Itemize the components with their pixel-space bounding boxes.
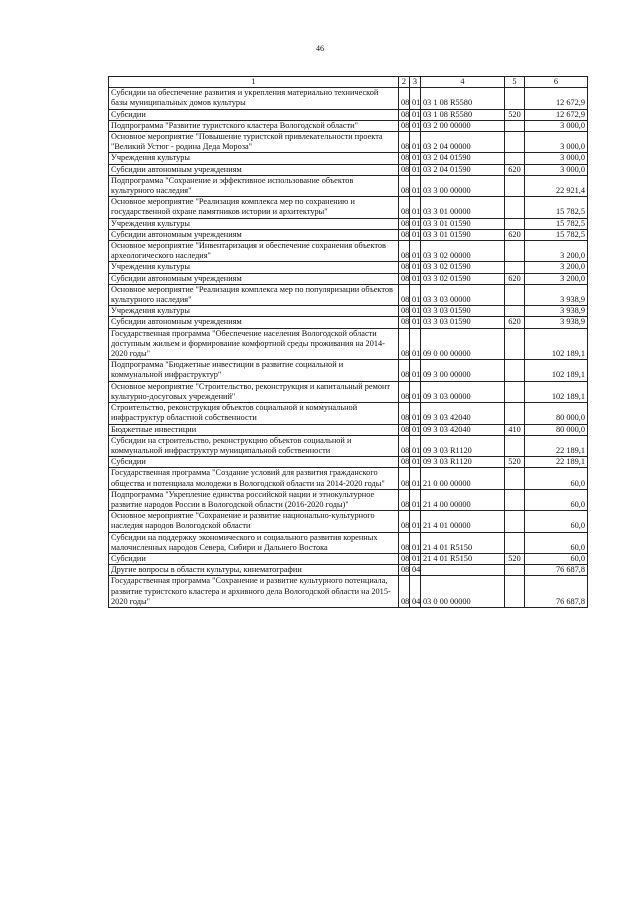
row-name-cell: Субсидии на обеспечение развития и укрепления материально технической базы муниципальных домов культуры xyxy=(109,88,399,109)
row-name-cell: Учреждения культуры xyxy=(109,306,399,317)
subsection-code-cell: 01 xyxy=(410,403,421,424)
section-code-cell: 08 xyxy=(399,306,410,317)
row-name-cell: Подпрограмма "Бюджетные инвестиции в развитие социальной и коммунальной инфраструктур" xyxy=(109,360,399,381)
row-name-cell: Основное мероприятие "Сохранение и развитие национально-культурного наследия народов Вологодской области xyxy=(109,511,399,532)
target-article-cell: 21 0 00 00000 xyxy=(421,468,505,489)
section-code-cell: 08 xyxy=(399,565,410,576)
amount-cell: 60,0 xyxy=(525,511,588,532)
expense-type-cell: 620 xyxy=(505,229,525,240)
table-row xyxy=(109,132,588,153)
table-row xyxy=(109,532,588,553)
row-name-cell: Субсидии на поддержку экономического и социального развития коренных малочисленных народов Севера, Сибири и Дальнего Востока xyxy=(109,532,399,553)
amount-cell: 60,0 xyxy=(525,532,588,553)
table-row xyxy=(109,153,588,164)
subsection-code-cell: 01 xyxy=(410,435,421,456)
section-code-cell: 08 xyxy=(399,532,410,553)
amount-cell: 102 189,1 xyxy=(525,381,588,402)
subsection-code-cell: 01 xyxy=(410,241,421,262)
subsection-code-cell: 01 xyxy=(410,175,421,196)
expense-type-cell xyxy=(505,262,525,273)
amount-cell: 3 938,9 xyxy=(525,306,588,317)
target-article-cell: 03 3 01 01590 xyxy=(421,218,505,229)
table-row xyxy=(109,317,588,328)
amount-cell: 102 189,1 xyxy=(525,360,588,381)
section-code-cell: 08 xyxy=(399,273,410,284)
row-name-cell: Субсидии автономным учреждениям xyxy=(109,317,399,328)
section-code-cell: 08 xyxy=(399,576,410,608)
amount-cell: 3 200,0 xyxy=(525,273,588,284)
row-name-cell: Основное мероприятие "Реализация комплекса мер по популяризации объектов культурного наследия" xyxy=(109,284,399,305)
target-article-cell: 03 3 02 01590 xyxy=(421,273,505,284)
expense-type-cell xyxy=(505,360,525,381)
subsection-code-cell: 01 xyxy=(410,489,421,510)
amount-cell: 3 000,0 xyxy=(525,164,588,175)
table-row xyxy=(109,120,588,131)
table-row xyxy=(109,489,588,510)
amount-cell: 15 782,5 xyxy=(525,218,588,229)
target-article-cell: 03 2 04 01590 xyxy=(421,153,505,164)
amount-cell: 12 672,9 xyxy=(525,109,588,120)
amount-cell: 3 000,0 xyxy=(525,153,588,164)
expense-type-cell xyxy=(505,120,525,131)
amount-cell: 3 938,9 xyxy=(525,284,588,305)
table-row xyxy=(109,424,588,435)
section-code-cell: 08 xyxy=(399,120,410,131)
target-article-cell: 21 4 01 R5150 xyxy=(421,553,505,564)
section-code-cell: 08 xyxy=(399,88,410,109)
section-code-cell: 08 xyxy=(399,424,410,435)
table-row xyxy=(109,175,588,196)
amount-cell: 76 687,8 xyxy=(525,576,588,608)
target-article-cell: 09 3 03 00000 xyxy=(421,381,505,402)
column-header-3: 3 xyxy=(410,77,421,88)
expense-type-cell xyxy=(505,328,525,360)
subsection-code-cell: 01 xyxy=(410,229,421,240)
row-name-cell: Субсидии xyxy=(109,457,399,468)
target-article-cell: 09 0 00 00000 xyxy=(421,328,505,360)
expense-type-cell xyxy=(505,565,525,576)
table-row xyxy=(109,164,588,175)
expense-type-cell xyxy=(505,88,525,109)
amount-cell: 102 189,1 xyxy=(525,328,588,360)
target-article-cell: 03 3 03 01590 xyxy=(421,317,505,328)
expense-type-cell xyxy=(505,197,525,218)
expense-type-cell xyxy=(505,284,525,305)
amount-cell: 76 687,8 xyxy=(525,565,588,576)
target-article-cell: 09 3 03 42040 xyxy=(421,403,505,424)
subsection-code-cell: 04 xyxy=(410,565,421,576)
amount-cell: 12 672,9 xyxy=(525,88,588,109)
table-row xyxy=(109,328,588,360)
table-row xyxy=(109,553,588,564)
target-article-cell: 21 4 01 00000 xyxy=(421,511,505,532)
amount-cell: 60,0 xyxy=(525,553,588,564)
expense-type-cell xyxy=(505,306,525,317)
target-article-cell xyxy=(421,565,505,576)
subsection-code-cell: 01 xyxy=(410,532,421,553)
expense-type-cell xyxy=(505,532,525,553)
row-name-cell: Учреждения культуры xyxy=(109,262,399,273)
expense-type-cell xyxy=(505,132,525,153)
amount-cell: 22 921,4 xyxy=(525,175,588,196)
subsection-code-cell: 01 xyxy=(410,197,421,218)
section-code-cell: 08 xyxy=(399,403,410,424)
target-article-cell: 21 4 01 R5150 xyxy=(421,532,505,553)
table-row xyxy=(109,197,588,218)
table-row xyxy=(109,241,588,262)
table-header-row xyxy=(109,77,588,88)
table-row xyxy=(109,88,588,109)
row-name-cell: Бюджетные инвестиции xyxy=(109,424,399,435)
expense-type-cell xyxy=(505,511,525,532)
row-name-cell: Субсидии на строительство, реконструкцию объектов социальной и коммунальной инфраструктур муниципальной собственности xyxy=(109,435,399,456)
section-code-cell: 08 xyxy=(399,381,410,402)
row-name-cell: Субсидии xyxy=(109,109,399,120)
subsection-code-cell: 01 xyxy=(410,164,421,175)
row-name-cell: Основное мероприятие "Повышение туристской привлекательности проекта "Великий Устюг - родина Деда Мороза" xyxy=(109,132,399,153)
row-name-cell: Подпрограмма "Укрепление единства российской нации и этнокультурное развитие народов России в Вологодской области (2016-2020 годы)" xyxy=(109,489,399,510)
row-name-cell: Субсидии автономным учреждениям xyxy=(109,164,399,175)
subsection-code-cell: 01 xyxy=(410,317,421,328)
column-header-6: 6 xyxy=(525,77,588,88)
table-row xyxy=(109,468,588,489)
subsection-code-cell: 01 xyxy=(410,553,421,564)
row-name-cell: Государственная программа "Обеспечение населения Вологодской области доступным жильем и формирование комфортной среды проживания на 2014-2020 годы" xyxy=(109,328,399,360)
subsection-code-cell: 01 xyxy=(410,88,421,109)
expense-type-cell xyxy=(505,489,525,510)
expense-type-cell xyxy=(505,435,525,456)
table-row xyxy=(109,576,588,608)
table-row xyxy=(109,306,588,317)
row-name-cell: Учреждения культуры xyxy=(109,218,399,229)
section-code-cell: 08 xyxy=(399,153,410,164)
subsection-code-cell: 01 xyxy=(410,328,421,360)
target-article-cell: 03 2 04 00000 xyxy=(421,132,505,153)
subsection-code-cell: 04 xyxy=(410,576,421,608)
amount-cell: 3 200,0 xyxy=(525,241,588,262)
expense-type-cell: 620 xyxy=(505,164,525,175)
expense-type-cell: 520 xyxy=(505,109,525,120)
target-article-cell: 21 4 00 00000 xyxy=(421,489,505,510)
amount-cell: 3 938,9 xyxy=(525,317,588,328)
amount-cell: 22 189,1 xyxy=(525,457,588,468)
row-name-cell: Подпрограмма "Развитие туристского кластера Вологодской области" xyxy=(109,120,399,131)
target-article-cell: 03 3 01 00000 xyxy=(421,197,505,218)
table-row xyxy=(109,381,588,402)
amount-cell: 3 000,0 xyxy=(525,120,588,131)
subsection-code-cell: 01 xyxy=(410,360,421,381)
subsection-code-cell: 01 xyxy=(410,381,421,402)
page-number: 46 xyxy=(316,44,324,53)
table-row xyxy=(109,511,588,532)
section-code-cell: 08 xyxy=(399,132,410,153)
subsection-code-cell: 01 xyxy=(410,262,421,273)
subsection-code-cell: 01 xyxy=(410,306,421,317)
budget-table xyxy=(108,76,588,608)
target-article-cell: 03 1 08 R5580 xyxy=(421,88,505,109)
column-header-4: 4 xyxy=(421,77,505,88)
amount-cell: 80 000,0 xyxy=(525,403,588,424)
row-name-cell: Учреждения культуры xyxy=(109,153,399,164)
expense-type-cell xyxy=(505,218,525,229)
table-row xyxy=(109,218,588,229)
section-code-cell: 08 xyxy=(399,175,410,196)
row-name-cell: Подпрограмма "Сохранение и эффективное использование объектов культурного наследия" xyxy=(109,175,399,196)
target-article-cell: 03 0 00 00000 xyxy=(421,576,505,608)
expense-type-cell xyxy=(505,468,525,489)
expense-type-cell xyxy=(505,381,525,402)
section-code-cell: 08 xyxy=(399,229,410,240)
section-code-cell: 08 xyxy=(399,262,410,273)
table-row xyxy=(109,457,588,468)
subsection-code-cell: 01 xyxy=(410,218,421,229)
section-code-cell: 08 xyxy=(399,109,410,120)
section-code-cell: 08 xyxy=(399,197,410,218)
table-row xyxy=(109,273,588,284)
target-article-cell: 09 3 03 42040 xyxy=(421,424,505,435)
subsection-code-cell: 01 xyxy=(410,511,421,532)
amount-cell: 60,0 xyxy=(525,468,588,489)
amount-cell: 60,0 xyxy=(525,489,588,510)
column-header-5: 5 xyxy=(505,77,525,88)
amount-cell: 80 000,0 xyxy=(525,424,588,435)
row-name-cell: Другие вопросы в области культуры, кинематографии xyxy=(109,565,399,576)
expense-type-cell: 620 xyxy=(505,273,525,284)
amount-cell: 3 000,0 xyxy=(525,132,588,153)
expense-type-cell xyxy=(505,175,525,196)
row-name-cell: Основное мероприятие "Реализация комплекса мер по сохранению и государственной охране памятников истории и архитектуры" xyxy=(109,197,399,218)
row-name-cell: Субсидии автономным учреждениям xyxy=(109,273,399,284)
target-article-cell: 03 3 03 00000 xyxy=(421,284,505,305)
section-code-cell: 08 xyxy=(399,317,410,328)
table-row xyxy=(109,435,588,456)
row-name-cell: Государственная программа "Сохранение и развитие культурного потенциала, развитие туристского кластера и архивного дела Вологодской области на 2015-2020 годы" xyxy=(109,576,399,608)
expense-type-cell xyxy=(505,576,525,608)
target-article-cell: 09 3 00 00000 xyxy=(421,360,505,381)
section-code-cell: 08 xyxy=(399,218,410,229)
column-header-1: 1 xyxy=(109,77,399,88)
subsection-code-cell: 01 xyxy=(410,132,421,153)
row-name-cell: Основное мероприятие "Инвентаризация и обеспечение сохранения объектов археологического наследия" xyxy=(109,241,399,262)
table-row xyxy=(109,565,588,576)
subsection-code-cell: 01 xyxy=(410,424,421,435)
column-header-2: 2 xyxy=(399,77,410,88)
expense-type-cell xyxy=(505,153,525,164)
target-article-cell: 03 2 00 00000 xyxy=(421,120,505,131)
section-code-cell: 08 xyxy=(399,457,410,468)
subsection-code-cell: 01 xyxy=(410,457,421,468)
amount-cell: 3 200,0 xyxy=(525,262,588,273)
target-article-cell: 03 3 02 00000 xyxy=(421,241,505,262)
section-code-cell: 08 xyxy=(399,435,410,456)
section-code-cell: 08 xyxy=(399,511,410,532)
table-row xyxy=(109,284,588,305)
target-article-cell: 03 3 00 00000 xyxy=(421,175,505,196)
subsection-code-cell: 01 xyxy=(410,153,421,164)
subsection-code-cell: 01 xyxy=(410,468,421,489)
row-name-cell: Основное мероприятие "Строительство, реконструкция и капитальный ремонт культурно-досуговых учреждений" xyxy=(109,381,399,402)
row-name-cell: Государственная программа "Создание условий для развития гражданского общества и потенциала молодежи в Вологодской области на 2014-2020 годы" xyxy=(109,468,399,489)
expense-type-cell: 410 xyxy=(505,424,525,435)
expense-type-cell: 520 xyxy=(505,553,525,564)
row-name-cell: Строительство, реконструкция объектов социальной и коммунальной инфраструктур областной собственности xyxy=(109,403,399,424)
table-row xyxy=(109,262,588,273)
subsection-code-cell: 01 xyxy=(410,120,421,131)
expense-type-cell xyxy=(505,403,525,424)
section-code-cell: 08 xyxy=(399,360,410,381)
table-body xyxy=(109,88,588,608)
target-article-cell: 03 3 02 01590 xyxy=(421,262,505,273)
section-code-cell: 08 xyxy=(399,553,410,564)
expense-type-cell: 620 xyxy=(505,317,525,328)
section-code-cell: 08 xyxy=(399,284,410,305)
section-code-cell: 08 xyxy=(399,164,410,175)
target-article-cell: 03 3 01 01590 xyxy=(421,229,505,240)
target-article-cell: 09 3 03 R1120 xyxy=(421,457,505,468)
table-row xyxy=(109,229,588,240)
row-name-cell: Субсидии xyxy=(109,553,399,564)
amount-cell: 15 782,5 xyxy=(525,197,588,218)
subsection-code-cell: 01 xyxy=(410,109,421,120)
section-code-cell: 08 xyxy=(399,328,410,360)
table-row xyxy=(109,360,588,381)
table-row xyxy=(109,109,588,120)
subsection-code-cell: 01 xyxy=(410,284,421,305)
target-article-cell: 09 3 03 R1120 xyxy=(421,435,505,456)
expense-type-cell xyxy=(505,241,525,262)
target-article-cell: 03 3 03 01590 xyxy=(421,306,505,317)
target-article-cell: 03 2 04 01590 xyxy=(421,164,505,175)
table-row xyxy=(109,403,588,424)
section-code-cell: 08 xyxy=(399,489,410,510)
row-name-cell: Субсидии автономным учреждениям xyxy=(109,229,399,240)
section-code-cell: 08 xyxy=(399,241,410,262)
section-code-cell: 08 xyxy=(399,468,410,489)
target-article-cell: 03 1 08 R5580 xyxy=(421,109,505,120)
amount-cell: 15 782,5 xyxy=(525,229,588,240)
expense-type-cell: 520 xyxy=(505,457,525,468)
amount-cell: 22 189,1 xyxy=(525,435,588,456)
subsection-code-cell: 01 xyxy=(410,273,421,284)
